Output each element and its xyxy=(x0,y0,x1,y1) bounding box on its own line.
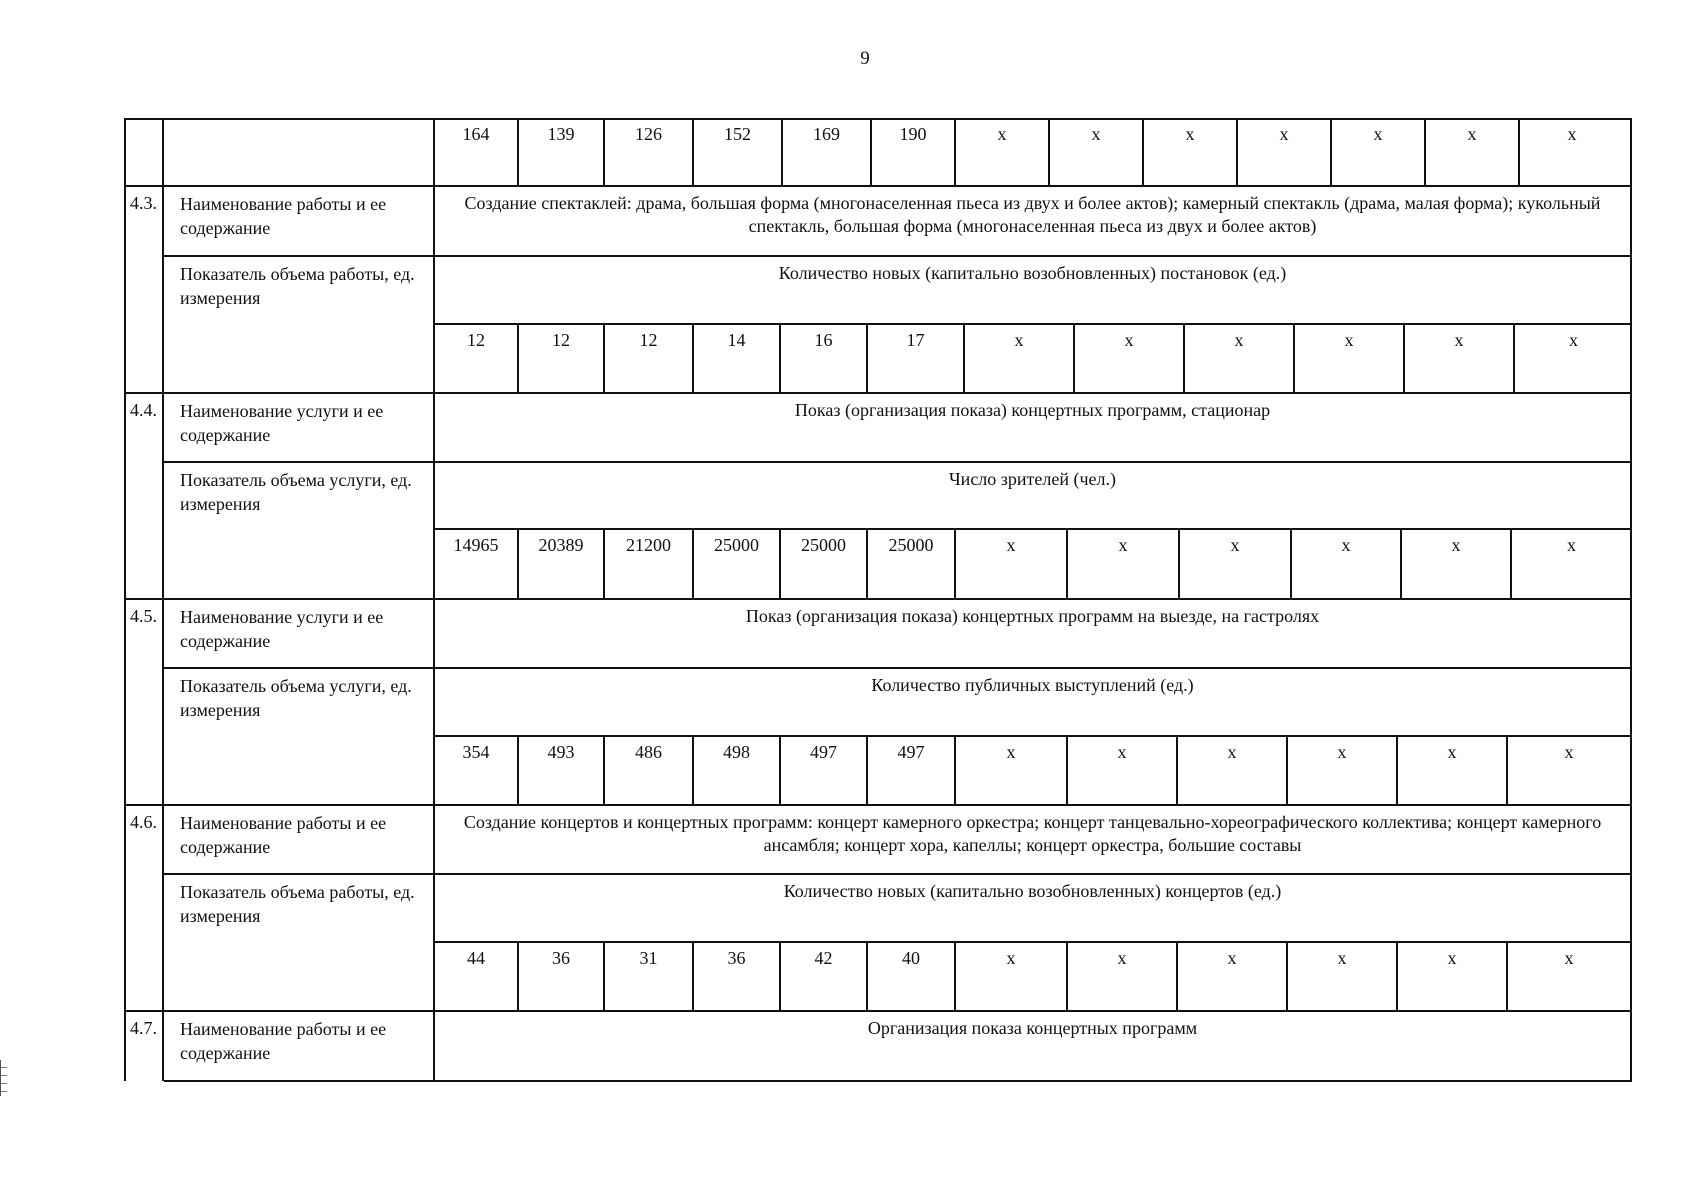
value-cell: x xyxy=(956,942,1068,1011)
row-number xyxy=(124,668,164,736)
row-label xyxy=(164,736,435,805)
value-cell: x xyxy=(1292,529,1402,599)
value-cell: x xyxy=(1178,736,1288,805)
value-cell: x xyxy=(1075,324,1185,393)
value-cell: x xyxy=(1288,736,1398,805)
value-cell: 25000 xyxy=(868,529,956,599)
row-content: Количество новых (капитально возобновленных) постановок (ед.) xyxy=(435,256,1632,324)
value-cells xyxy=(435,324,1632,393)
table-row xyxy=(124,186,1632,256)
table-rule xyxy=(164,873,1632,875)
value-cell: x xyxy=(1288,942,1398,1011)
row-content: Показ (организация показа) концертных программ, стационар xyxy=(435,393,1632,462)
table-rule xyxy=(435,735,1632,737)
value-cell: x xyxy=(956,736,1068,805)
row-label xyxy=(164,942,435,1011)
value-cell: x xyxy=(1564,948,1574,968)
value-cell: 25000 xyxy=(781,529,868,599)
value-cell: 12 xyxy=(605,324,694,393)
row-label: Наименование работы и ее содержание xyxy=(164,186,435,256)
table-row xyxy=(124,256,1632,324)
row-label: Показатель объема работы, ед. измерения xyxy=(164,874,435,942)
value-cell: x xyxy=(1050,118,1144,186)
value-cell: 164 xyxy=(435,118,519,186)
row-content: Показ (организация показа) концертных программ на выезде, на гастролях xyxy=(435,599,1632,668)
value-cell: x xyxy=(1402,529,1512,599)
value-cell: 190 xyxy=(872,118,956,186)
table-row xyxy=(124,1011,1632,1081)
value-cell: 31 xyxy=(605,942,694,1011)
table-row xyxy=(124,942,1632,1011)
table-row xyxy=(124,736,1632,805)
table-rule xyxy=(164,667,1632,669)
value-cell: 16 xyxy=(781,324,868,393)
value-cell: x xyxy=(1405,324,1515,393)
value-cell: x xyxy=(1426,118,1520,186)
row-number: 4.6. xyxy=(124,805,164,874)
value-cell: x xyxy=(1398,736,1508,805)
row-number xyxy=(124,736,164,805)
table-rule xyxy=(124,1010,1632,1012)
table-row xyxy=(124,118,1632,186)
row-label: Наименование работы и ее содержание xyxy=(164,805,435,874)
value-cell: x xyxy=(1185,324,1295,393)
row-content: Количество новых (капитально возобновленных) концертов (ед.) xyxy=(435,874,1632,942)
row-label: Наименование работы и ее содержание xyxy=(164,1011,435,1081)
row-number xyxy=(124,462,164,529)
table-row xyxy=(124,668,1632,736)
value-cell: x xyxy=(1567,124,1577,144)
row-content: Создание концертов и концертных программ: концерт камерного оркестра; концерт танцевально-хореографического коллектива; концерт камерного ансамбля; концерт хора, капеллы; концерт оркестра, большие составы xyxy=(435,805,1632,874)
value-cell: x xyxy=(1178,942,1288,1011)
value-cell: x xyxy=(1068,736,1178,805)
table-row xyxy=(124,805,1632,874)
value-cell: 36 xyxy=(694,942,781,1011)
scan-margin-marks xyxy=(0,1060,9,1096)
services-table xyxy=(124,118,1632,1086)
value-cell: 42 xyxy=(781,942,868,1011)
table-rule xyxy=(435,941,1632,943)
value-cell: 497 xyxy=(781,736,868,805)
table-rule xyxy=(124,185,1632,187)
row-number: 4.3. xyxy=(124,186,164,256)
value-cell: 44 xyxy=(435,942,519,1011)
value-cell: 40 xyxy=(868,942,956,1011)
value-cell: x xyxy=(1567,535,1576,555)
value-cell: 25000 xyxy=(694,529,781,599)
row-number xyxy=(124,118,164,186)
value-cells xyxy=(435,118,1632,186)
value-cell: 126 xyxy=(605,118,694,186)
value-cell: x xyxy=(1144,118,1238,186)
row-content: Число зрителей (чел.) xyxy=(435,462,1632,529)
table-row xyxy=(124,462,1632,529)
row-number xyxy=(124,874,164,942)
value-cell: x xyxy=(965,324,1075,393)
value-cell: x xyxy=(1332,118,1426,186)
value-cell: x xyxy=(1569,330,1578,350)
row-number: 4.5. xyxy=(124,599,164,668)
value-cell: x xyxy=(1398,942,1508,1011)
value-cell: 486 xyxy=(605,736,694,805)
value-cell: 36 xyxy=(519,942,605,1011)
value-cell: x xyxy=(1068,529,1180,599)
row-number: 4.7. xyxy=(124,1011,164,1081)
row-label xyxy=(164,529,435,599)
table-rule xyxy=(124,598,1632,600)
row-label: Наименование услуги и ее содержание xyxy=(164,599,435,668)
page-number: 9 xyxy=(860,48,870,69)
value-cell: 12 xyxy=(519,324,605,393)
table-rule xyxy=(124,118,1632,120)
value-cells xyxy=(435,736,1632,805)
value-cell: 497 xyxy=(868,736,956,805)
table-rule xyxy=(164,461,1632,463)
row-label: Показатель объема услуги, ед. измерения xyxy=(164,462,435,529)
value-cell: 14965 xyxy=(435,529,519,599)
table-row xyxy=(124,599,1632,668)
value-cells xyxy=(435,529,1632,599)
row-number xyxy=(124,256,164,324)
row-label: Показатель объема услуги, ед. измерения xyxy=(164,668,435,736)
value-cell: 139 xyxy=(519,118,605,186)
value-cell: x xyxy=(956,529,1068,599)
table-rule xyxy=(124,804,1632,806)
row-number xyxy=(124,942,164,1011)
value-cell: 14 xyxy=(694,324,781,393)
value-cell: 498 xyxy=(694,736,781,805)
row-label: Показатель объема работы, ед. измерения xyxy=(164,256,435,324)
value-cells xyxy=(435,942,1632,1011)
row-label xyxy=(164,118,435,186)
row-number xyxy=(124,529,164,599)
value-cell: 169 xyxy=(783,118,872,186)
value-cell: 354 xyxy=(435,736,519,805)
row-label: Наименование услуги и ее содержание xyxy=(164,393,435,462)
value-cell: x xyxy=(1295,324,1405,393)
value-cell: 20389 xyxy=(519,529,605,599)
table-rule xyxy=(435,528,1632,530)
value-cell: x xyxy=(956,118,1050,186)
value-cell: 12 xyxy=(435,324,519,393)
row-content: Организация показа концертных программ xyxy=(435,1011,1632,1081)
value-cell: 152 xyxy=(694,118,783,186)
value-cell: x xyxy=(1068,942,1178,1011)
row-content: Создание спектаклей: драма, большая форма (многонаселенная пьеса из двух и более актов); камерный спектакль (драма, малая форма); кукольный спектакль, большая форма (многонаселенная пьеса из двух и более актов) xyxy=(435,186,1632,256)
value-cell: 493 xyxy=(519,736,605,805)
value-cell: x xyxy=(1564,742,1574,762)
value-cell: x xyxy=(1238,118,1332,186)
table-rule xyxy=(164,1080,1632,1082)
value-cell: x xyxy=(1180,529,1292,599)
row-label xyxy=(164,324,435,393)
row-number: 4.4. xyxy=(124,393,164,462)
table-row xyxy=(124,393,1632,462)
table-row xyxy=(124,874,1632,942)
table-row xyxy=(124,324,1632,393)
table-rule xyxy=(164,255,1632,257)
value-cell: 17 xyxy=(868,324,965,393)
table-row xyxy=(124,529,1632,599)
row-number xyxy=(124,324,164,393)
value-cell: 21200 xyxy=(605,529,694,599)
table-rule xyxy=(124,392,1632,394)
row-content: Количество публичных выступлений (ед.) xyxy=(435,668,1632,736)
table-rule xyxy=(435,323,1632,325)
